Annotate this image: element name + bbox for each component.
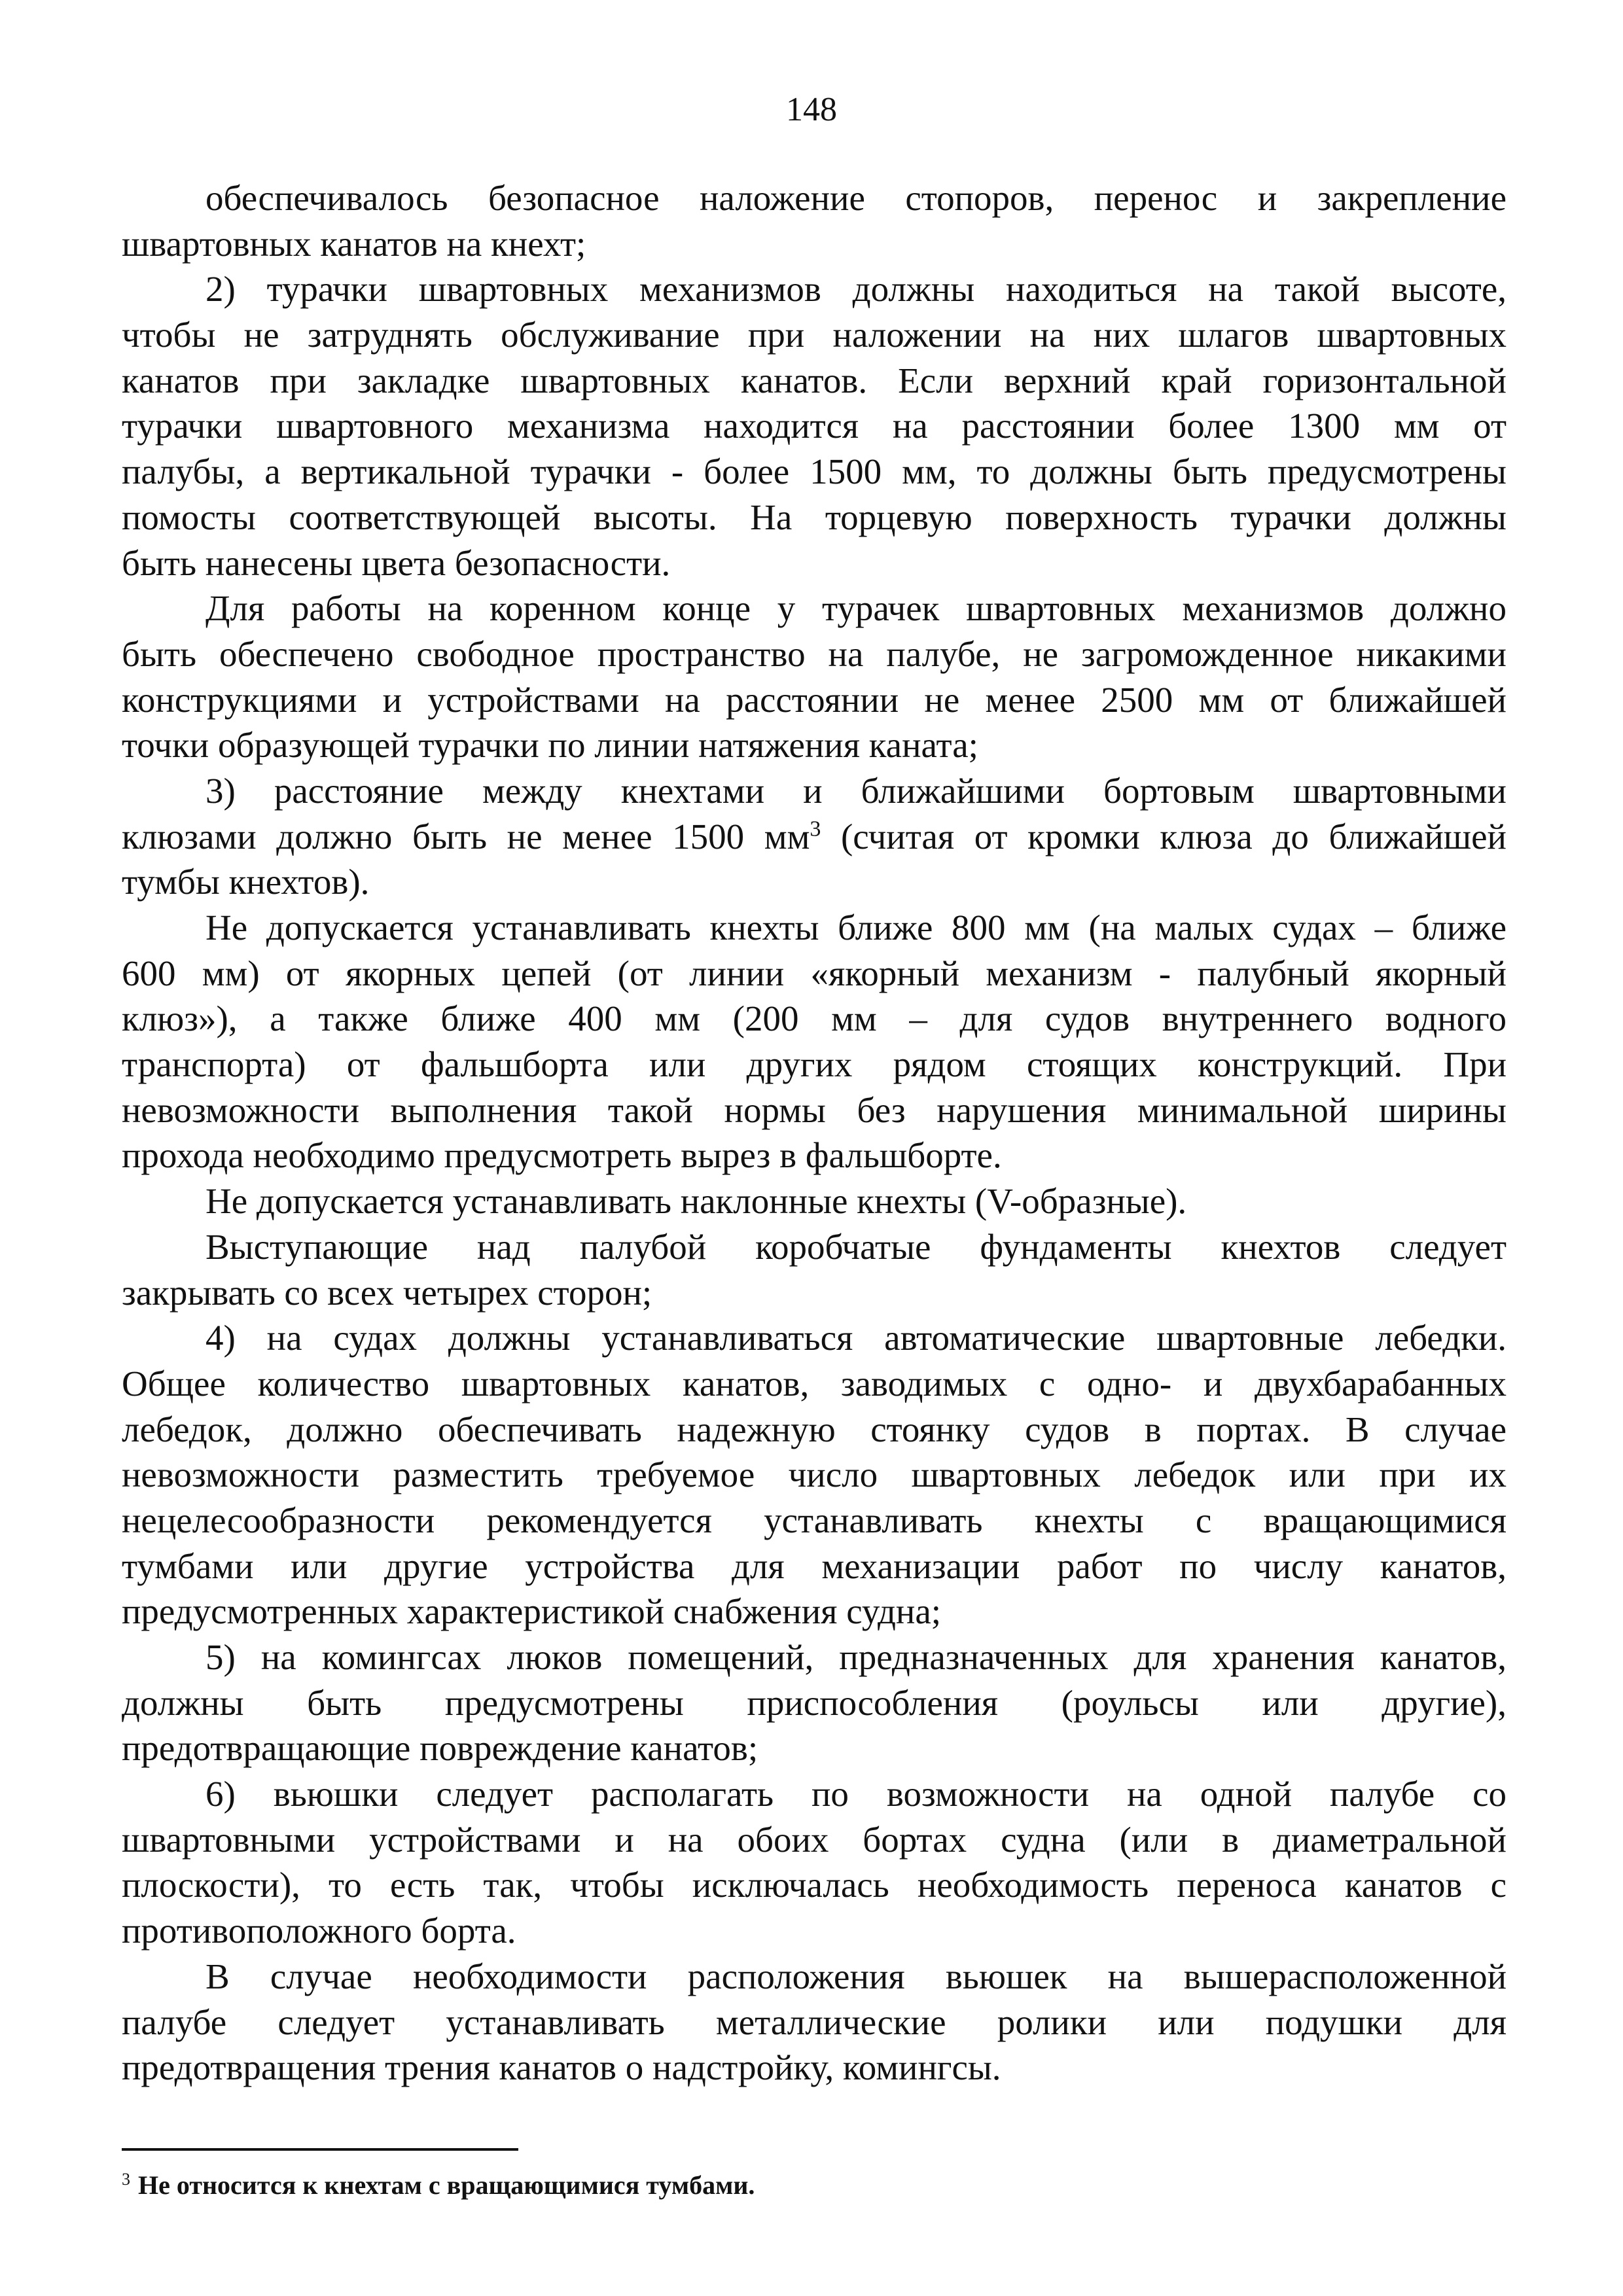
text-line — [122, 221, 1507, 267]
line-text: закрывать со всех четырех сторон; — [122, 1272, 652, 1313]
text-line — [122, 1498, 1507, 1544]
text-line — [122, 677, 1507, 723]
text-line — [122, 951, 1507, 997]
footnote — [122, 2170, 755, 2200]
text-line — [122, 175, 1507, 221]
text-line — [122, 631, 1507, 677]
line-text: 4) на судах должны устанавливаться автоматические швартовные лебедки. — [205, 1318, 1507, 1358]
line-text: швартовными устройствами и на обоих бортах судна (или в диаметральной — [122, 1819, 1507, 1860]
line-text: турачки швартовного механизма находится на расстоянии более 1300 мм от — [122, 406, 1507, 446]
text-line — [122, 1589, 1507, 1634]
text-line — [122, 1407, 1507, 1453]
line-text: невозможности разместить требуемое число швартовных лебедок или при их — [122, 1455, 1507, 1495]
line-text: конструкциями и устройствами на расстоянии не менее 2500 мм от ближайшей — [122, 679, 1507, 720]
paragraph — [122, 1771, 1507, 1954]
page-number: 148 — [786, 91, 837, 128]
line-text: обеспечивалось безопасное наложение стопоров, перенос и закрепление — [205, 178, 1507, 218]
paragraph — [122, 1178, 1507, 1224]
text-line — [122, 1361, 1507, 1407]
line-text: 5) на комингсах люков помещений, предназначенных для хранения канатов, — [205, 1637, 1507, 1677]
line-text: точки образующей турачки по линии натяжения каната; — [122, 725, 978, 766]
text-line — [122, 1087, 1507, 1133]
text-line — [122, 586, 1507, 631]
text-line — [122, 1544, 1507, 1589]
text-line — [122, 1133, 1507, 1178]
text-line — [122, 1634, 1507, 1680]
text-line — [122, 540, 1507, 586]
line-text: лебедок, должно обеспечивать надежную стоянку судов в портах. В случае — [122, 1409, 1507, 1449]
line-text: должны быть предусмотрены приспособления (роульсы или другие), — [122, 1682, 1507, 1723]
line-text: чтобы не затруднять обслуживание при наложении на них шлагов швартовных — [122, 315, 1507, 355]
line-text: Для работы на коренном конце у турачек швартовных механизмов должно — [205, 588, 1507, 629]
footnote-separator — [122, 2148, 518, 2151]
text-line — [122, 358, 1507, 404]
line-text: нецелесообразности рекомендуется устанавливать кнехты с вращающимися — [122, 1500, 1507, 1540]
text-line — [122, 266, 1507, 312]
line-text: прохода необходимо предусмотреть вырез в фальшборте. — [122, 1135, 1002, 1176]
text-line — [122, 768, 1507, 814]
text-line — [122, 1862, 1507, 1908]
text-line — [122, 1954, 1507, 2000]
text-line — [122, 1452, 1507, 1498]
text-line — [122, 1270, 1507, 1316]
paragraph — [122, 175, 1507, 266]
paragraph — [122, 1634, 1507, 1771]
line-text: тумбами или другие устройства для механизации работ по числу канатов, — [122, 1545, 1507, 1586]
text-line — [122, 814, 1507, 860]
line-text: (считая от кромки клюза до ближайшей — [821, 816, 1507, 857]
line-text: 2) турачки швартовных механизмов должны находиться на такой высоте, — [205, 269, 1507, 309]
text-line — [122, 1817, 1507, 1863]
line-text: предотвращения трения канатов о надстройку, комингсы. — [122, 2047, 1001, 2088]
line-text: палубе следует устанавливать металлические ролики или подушки для — [122, 2002, 1507, 2042]
paragraph — [122, 586, 1507, 768]
footnote-reference[interactable]: 3 — [810, 817, 821, 841]
line-text: палубы, а вертикальной турачки - более 1500 мм, то должны быть предусмотрены — [122, 451, 1507, 492]
text-line — [122, 1908, 1507, 1954]
paragraph — [122, 1315, 1507, 1634]
text-line — [122, 905, 1507, 951]
line-text: тумбы кнехтов). — [122, 862, 370, 902]
line-text: быть обеспечено свободное пространство на палубе, не загроможденное никакими — [122, 633, 1507, 674]
line-text: помосты соответствующей высоты. На торцевую поверхность турачки должны — [122, 497, 1507, 537]
line-text: В случае необходимости расположения вьюшек на вышерасположенной — [205, 1956, 1507, 1996]
paragraph — [122, 905, 1507, 1178]
line-text: клюзами должно быть не менее 1500 мм — [122, 816, 810, 857]
body-text — [122, 175, 1507, 2091]
line-text: невозможности выполнения такой нормы без нарушения минимальной ширины — [122, 1089, 1507, 1130]
text-line — [122, 1680, 1507, 1726]
line-text: быть нанесены цвета безопасности. — [122, 542, 671, 583]
text-line — [122, 495, 1507, 540]
paragraph — [122, 266, 1507, 586]
footnote-mark: 3 — [122, 2169, 130, 2189]
paragraph — [122, 768, 1507, 905]
line-text: 600 мм) от якорных цепей (от линии «якорный механизм - палубный якорный — [122, 953, 1507, 993]
text-line — [122, 722, 1507, 768]
line-text: Не допускается устанавливать кнехты ближе 800 мм (на малых судах – ближе — [205, 908, 1507, 947]
line-text: клюз»), а также ближе 400 мм (200 мм – для судов внутреннего водного — [122, 998, 1507, 1039]
line-text: предусмотренных характеристикой снабжения судна; — [122, 1591, 942, 1632]
text-line — [122, 1224, 1507, 1270]
text-line — [122, 1771, 1507, 1817]
footnote-text: Не относится к кнехтам с вращающимися тумбами. — [138, 2170, 755, 2200]
text-line — [122, 1178, 1507, 1224]
line-text: 3) расстояние между кнехтами и ближайшими бортовым швартовными — [205, 770, 1507, 811]
line-text: Выступающие над палубой коробчатые фундаменты кнехтов следует — [205, 1226, 1507, 1267]
text-line — [122, 403, 1507, 449]
text-line — [122, 1315, 1507, 1361]
text-line — [122, 1725, 1507, 1771]
text-line — [122, 312, 1507, 358]
line-text: швартовных канатов на кнехт; — [122, 223, 586, 264]
line-text: плоскости), то есть так, чтобы исключалась необходимость переноса канатов с — [122, 1865, 1507, 1905]
text-line — [122, 2045, 1507, 2091]
text-line — [122, 1042, 1507, 1087]
text-line — [122, 449, 1507, 495]
line-text: транспорта) от фальшборта или других рядом стоящих конструкций. При — [122, 1044, 1507, 1085]
text-line — [122, 996, 1507, 1042]
line-text: предотвращающие повреждение канатов; — [122, 1728, 758, 1769]
line-text: Не допускается устанавливать наклонные кнехты (V-образные). — [205, 1181, 1187, 1222]
paragraph — [122, 1224, 1507, 1315]
text-line — [122, 2000, 1507, 2045]
line-text: канатов при закладке швартовных канатов. Если верхний край горизонтальной — [122, 360, 1507, 400]
text-line — [122, 859, 1507, 905]
line-text: противоположного борта. — [122, 1911, 516, 1951]
line-text: Общее количество швартовных канатов, заводимых с одно- и двухбарабанных — [122, 1363, 1507, 1404]
line-text: 6) вьюшки следует располагать по возможности на одной палубе со — [205, 1774, 1507, 1814]
paragraph — [122, 1954, 1507, 2091]
